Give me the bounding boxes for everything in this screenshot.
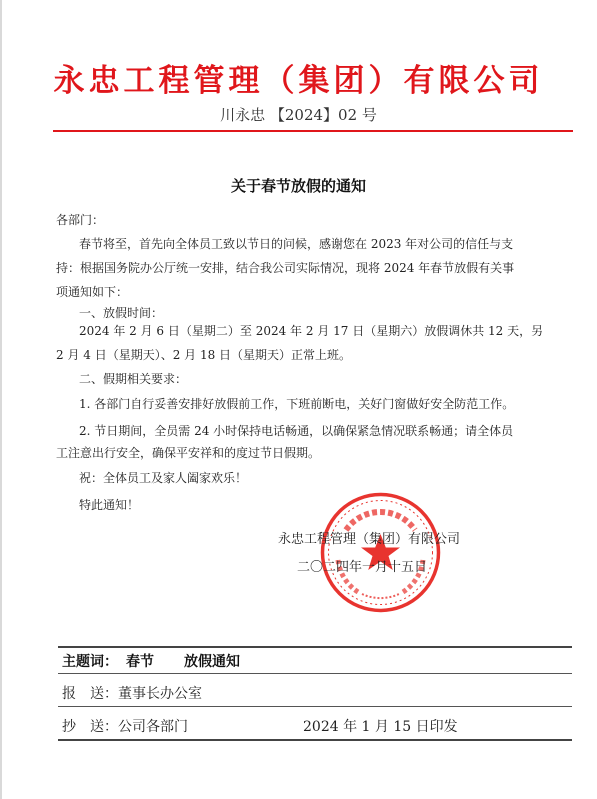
- section-heading-time: 一、放假时间：: [79, 306, 164, 320]
- subject-label: 主题词：: [62, 654, 118, 670]
- org-title: 永忠工程管理（集团）有限公司: [53, 63, 544, 99]
- body-line: 2 月 4 日（星期天）、2 月 18 日（星期天）正常上班。: [56, 348, 352, 362]
- copy-to-row: [62, 716, 188, 736]
- subject-keyword: 放假通知: [184, 654, 240, 670]
- body-line: 1. 各部门自行妥善安排好放假前工作，下班前断电，关好门窗做好安全防范工作。: [79, 397, 515, 411]
- copy-to-value: 公司各部门: [118, 719, 188, 735]
- footer-rule: [58, 706, 572, 707]
- body-line: 项通知如下：: [56, 285, 129, 299]
- closing-line: 特此通知！: [79, 498, 140, 512]
- subject-keyword: 春节: [126, 654, 154, 670]
- section-heading-requirements: 二、假期相关要求：: [79, 372, 188, 386]
- body-line: 春节将至，首先向全体员工致以节日的问候，感谢您在 2023 年对公司的信任与支: [79, 237, 514, 251]
- subject-keywords: [62, 651, 240, 671]
- document-number: 川永忠 【2024】02 号: [220, 106, 377, 124]
- seal-serial-digits: [362, 594, 399, 598]
- official-seal-stamp: [318, 490, 443, 615]
- blessing-line: 祝：全体员工及家人阖家欢乐！: [79, 471, 248, 485]
- body-line: 2. 节日期间，全员需 24 小时保持电话畅通，以确保紧急情况联系畅通；请全体员: [79, 424, 514, 438]
- body-line: 持：根据国务院办公厅统一安排，结合我公司实际情况，现将 2024 年春节放假有关事: [56, 261, 515, 275]
- copy-to-label: 抄 送：: [62, 719, 118, 735]
- body-line: 工注意出行安全，确保平安祥和的度过节日假期。: [56, 446, 321, 460]
- footer-top-rule: [58, 646, 572, 648]
- notice-title: 关于春节放假的通知: [230, 177, 366, 195]
- body-line-salutation: 各部门：: [56, 213, 105, 227]
- issue-date: 2024 年 1 月 15 日印发: [303, 719, 458, 735]
- signature-company: 永忠工程管理（集团）有限公司: [278, 532, 461, 547]
- report-to-value: 董事长办公室: [118, 686, 202, 702]
- red-header-rule: [53, 130, 573, 132]
- footer-bottom-rule: [58, 739, 572, 741]
- body-line: 2024 年 2 月 6 日（星期二）至 2024 年 2 月 17 日（星期六）放假调休共 12 天，另: [79, 324, 544, 338]
- signature-date: 二〇二四年一月十五日: [297, 560, 428, 575]
- report-to-row: [62, 683, 202, 703]
- report-to-label: 报 送：: [62, 686, 118, 702]
- footer-rule: [58, 673, 572, 674]
